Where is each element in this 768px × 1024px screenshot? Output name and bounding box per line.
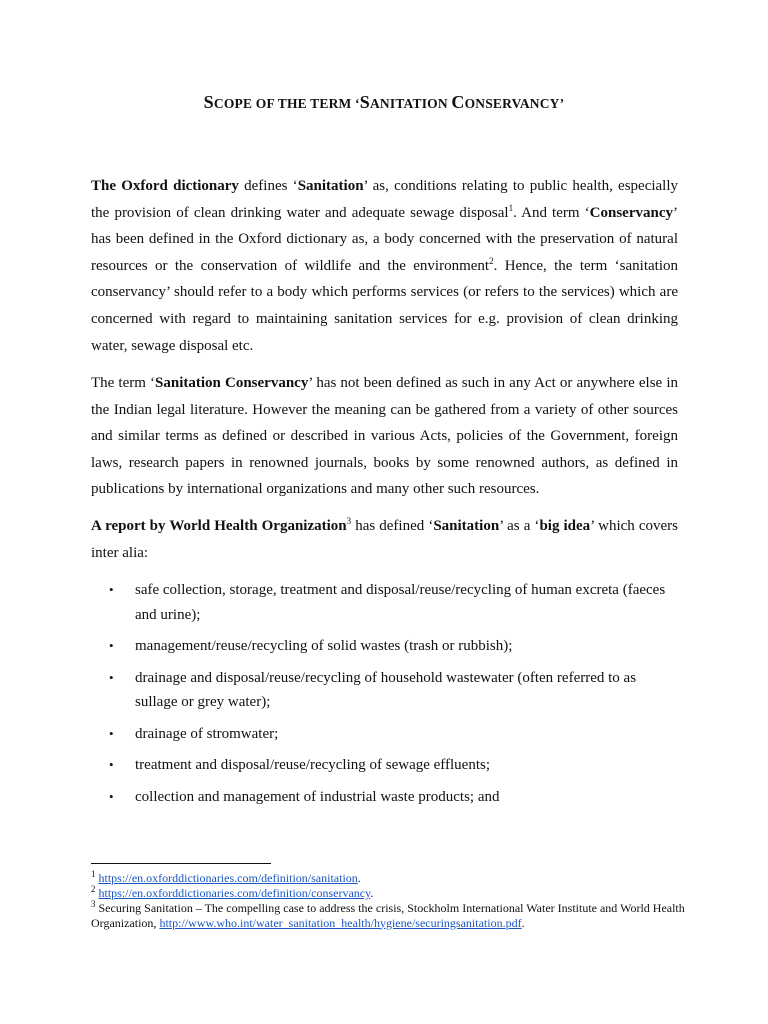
footnote-ref-3[interactable]: 3 xyxy=(346,516,352,526)
footnote-2: $^2$ https://en.oxforddictionaries.com/definition/conservancy. xyxy=(91,884,374,900)
list-item: • management/reuse/recycling of solid wastes (trash or rubbish); xyxy=(91,634,678,659)
bullet-icon: • xyxy=(109,638,114,654)
list-item: • drainage and disposal/reuse/recycling of household wastewater (often referred to as sullage or grey water); xyxy=(91,666,678,716)
list-item: • collection and management of industrial waste products; and xyxy=(91,785,678,810)
footnote-3: $^3$ Securing Sanitation – The compelling case to address the crisis, Stockholm International Water Institute and World Health Organization, http://www.who.int/water_sanitation_health/hygiene/securingsanitation.pdf. xyxy=(91,899,685,930)
paragraph-term-undefined: The term ‘Sanitation Conservancy’ has not been defined as such in any Act or anywhere else in the Indian legal literature. However the meaning can be gathered from a variety of other sources and similar terms as defined or described in various Acts, policies of the Government, foreign laws, research papers in renowned journals, books by some renowned authors, as defined in publications by international organizations and many other such resources. xyxy=(91,375,678,498)
footnote-separator xyxy=(91,863,271,864)
sanitation-scope-list xyxy=(91,578,678,816)
footnote-1: $^1$ https://en.oxforddictionaries.com/definition/sanitation. xyxy=(91,869,361,885)
bullet-icon: • xyxy=(109,669,114,685)
list-item: • treatment and disposal/reuse/recycling of sewage effluents; xyxy=(91,753,678,778)
paragraph-who-report: A report by World Health Organization$^3$ has defined ‘Sanitation’ as a ‘big idea’ which covers inter alia: xyxy=(91,516,679,561)
bullet-icon: • xyxy=(109,582,114,597)
footnote-link-sanitation[interactable]: https://en.oxforddictionaries.com/definition/sanitation xyxy=(98,871,358,885)
footnote-link-who-pdf[interactable]: http://www.who.int/water_sanitation_health/hygiene/securingsanitation.pdf xyxy=(159,915,522,930)
page-title: SCOPE OF THE TERM ‘SANITATION CONSERVANCY’ xyxy=(203,92,565,112)
footnote-ref-2[interactable]: 2 xyxy=(489,255,494,266)
list-item: • drainage of stromwater; xyxy=(91,722,678,747)
paragraph-oxford-definition: The Oxford dictionary defines ‘Sanitation’ as, conditions relating to public health, especially the provision of clean drinking water and adequate sewage disposal$^1$. And term ‘Conservancy’ has been defined in the Oxford dictionary as, a body concerned with the preservation of natural resources or the conservation of wildlife and the environment$^2$. Hence, the term ‘sanitation conservancy’ should refer to a body which performs services (or refers to the services) which are concerned with regard to maintaining sanitation services for e.g. provision of clean drinking water, sewage disposal etc. xyxy=(91,178,679,354)
bullet-icon: • xyxy=(109,757,114,773)
footnote-link-conservancy[interactable]: https://en.oxforddictionaries.com/definition/conservancy xyxy=(98,886,371,900)
bullet-icon: • xyxy=(109,725,114,741)
bullet-icon: • xyxy=(109,788,114,804)
list-item: • safe collection, storage, treatment and disposal/reuse/recycling of human excreta (faeces and urine); xyxy=(91,578,678,628)
footnote-ref-1[interactable]: 1 xyxy=(508,202,514,213)
